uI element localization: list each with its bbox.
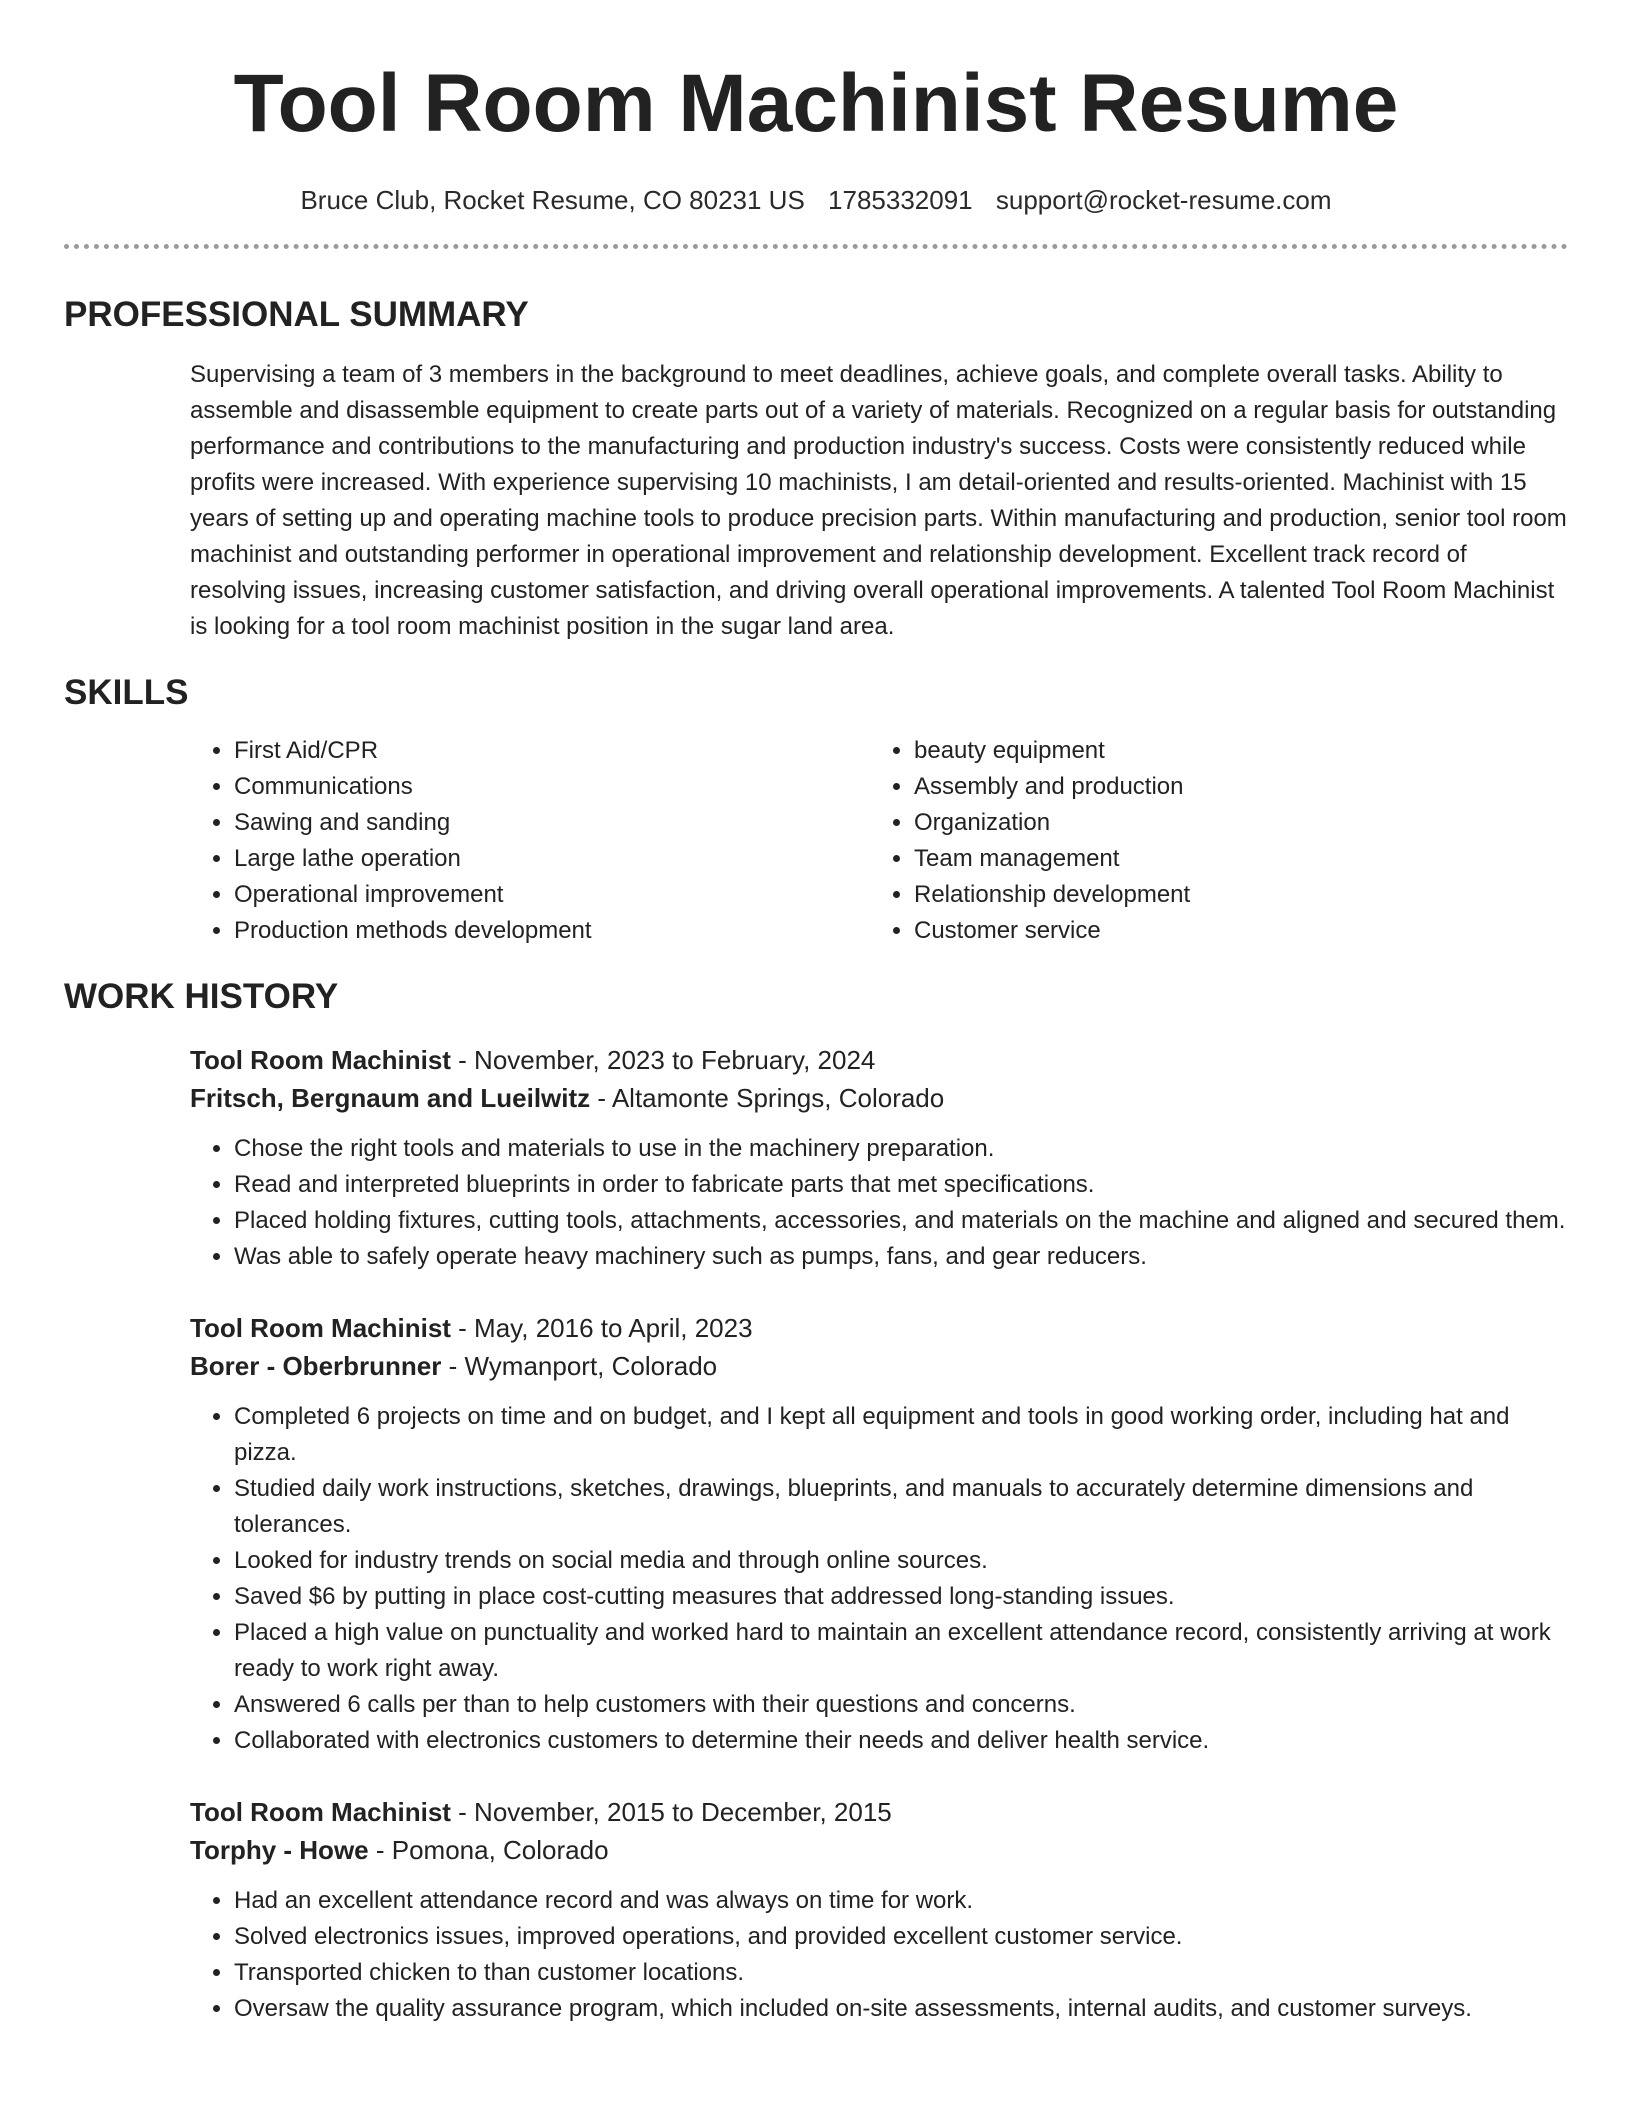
job-location: - Altamonte Springs, Colorado — [590, 1083, 945, 1113]
job-bullet: • Collaborated with electronics customers to determine their needs and deliver health service. — [234, 1723, 1568, 1759]
job-title: Tool Room Machinist — [190, 1797, 451, 1827]
job-title-line — [190, 1793, 1568, 1831]
job-title: Tool Room Machinist — [190, 1045, 451, 1075]
job-location: - Wymanport, Colorado — [441, 1351, 718, 1381]
job-dates: - November, 2023 to February, 2024 — [450, 1045, 876, 1075]
job-bullets — [190, 1131, 1568, 1275]
skill-item: • Operational improvement — [234, 877, 870, 913]
job-bullet: • Studied daily work instructions, sketches, drawings, blueprints, and manuals to accurately determine dimensions and tolerances. — [234, 1471, 1568, 1543]
job-entry — [190, 1041, 1568, 1275]
contact-email: support@rocket-resume.com — [995, 185, 1332, 215]
job-bullet: • Looked for industry trends on social media and through online sources. — [234, 1543, 1568, 1579]
skill-item: • Communications — [234, 769, 870, 805]
job-bullet: • Solved electronics issues, improved operations, and provided excellent customer service. — [234, 1919, 1568, 1955]
contact-phone: 1785332091 — [828, 185, 973, 215]
job-bullet: • Was able to safely operate heavy machinery such as pumps, fans, and gear reducers. — [234, 1239, 1568, 1275]
job-bullets — [190, 1883, 1568, 2027]
job-bullet: • Placed holding fixtures, cutting tools, attachments, accessories, and materials on the machine and aligned and secured them. — [234, 1203, 1568, 1239]
job-company-line — [190, 1347, 1568, 1385]
skill-item: • First Aid/CPR — [234, 733, 870, 769]
job-dates: - November, 2015 to December, 2015 — [450, 1797, 892, 1827]
job-bullet: • Oversaw the quality assurance program, which included on-site assessments, internal audits, and customer surveys. — [234, 1991, 1568, 2027]
job-bullet: • Chose the right tools and materials to use in the machinery preparation. — [234, 1131, 1568, 1167]
job-title: Tool Room Machinist — [190, 1313, 451, 1343]
job-location: - Pomona, Colorado — [368, 1835, 609, 1865]
job-company: Fritsch, Bergnaum and Lueilwitz — [190, 1083, 591, 1113]
header-divider — [64, 244, 1568, 249]
work-history-heading: WORK HISTORY — [64, 977, 339, 1016]
job-entry — [190, 1793, 1568, 2027]
skill-item: • Relationship development — [914, 877, 1550, 913]
skill-item: • Large lathe operation — [234, 841, 870, 877]
resume-page — [64, 0, 1568, 2027]
skill-item: • Team management — [914, 841, 1550, 877]
job-bullets — [190, 1399, 1568, 1759]
job-bullet: • Placed a high value on punctuality and worked hard to maintain an excellent attendance record, consistently arriving at work ready to work right away. — [234, 1615, 1568, 1687]
skills-column-right — [870, 733, 1550, 949]
job-entry — [190, 1309, 1568, 1759]
job-company-line — [190, 1079, 1568, 1117]
summary-text: Supervising a team of 3 members in the background to meet deadlines, achieve goals, and complete overall tasks. Ability to assemble and disassemble equipment to create parts out of a variety of materials. Recognized on a regular basis for outstanding performance and contributions to the manufacturing and production industry's success. Costs were consistently reduced while profits were increased. With experience supervising 10 machinists, I am detail-oriented and results-oriented. Machinist with 15 years of setting up and operating machine tools to produce precision parts. Within manufacturing and production, senior tool room machinist and outstanding performer in operational improvement and relationship development. Excellent track record of resolving issues, increasing customer satisfaction, and driving overall operational improvements. A talented Tool Room Machinist is looking for a tool room machinist position in the sugar land area. — [190, 361, 1567, 640]
skills-column-left — [190, 733, 870, 949]
job-bullet: • Had an excellent attendance record and was always on time for work. — [234, 1883, 1568, 1919]
skill-item: • Sawing and sanding — [234, 805, 870, 841]
skills-list — [190, 733, 1568, 949]
job-title-line — [190, 1309, 1568, 1347]
skill-item: • Assembly and production — [914, 769, 1550, 805]
skill-item: • Organization — [914, 805, 1550, 841]
summary-heading: PROFESSIONAL SUMMARY — [64, 295, 529, 334]
job-bullet: • Answered 6 calls per than to help customers with their questions and concerns. — [234, 1687, 1568, 1723]
job-bullet: • Transported chicken to than customer locations. — [234, 1955, 1568, 1991]
skill-item: • beauty equipment — [914, 733, 1550, 769]
skills-heading: SKILLS — [64, 673, 189, 712]
job-bullet: • Saved $6 by putting in place cost-cutting measures that addressed long-standing issues. — [234, 1579, 1568, 1615]
job-bullet: • Completed 6 projects on time and on budget, and I kept all equipment and tools in good working order, including hat and pizza. — [234, 1399, 1568, 1471]
skill-item: • Production methods development — [234, 913, 870, 949]
job-company: Torphy - Howe — [190, 1835, 369, 1865]
contact-address: Bruce Club, Rocket Resume, CO 80231 US — [300, 185, 805, 215]
resume-title: Tool Room Machinist Resume — [233, 58, 1399, 149]
job-company-line — [190, 1831, 1568, 1869]
contact-line — [64, 182, 1568, 218]
job-bullet: • Read and interpreted blueprints in order to fabricate parts that met specifications. — [234, 1167, 1568, 1203]
job-company: Borer - Oberbrunner — [190, 1351, 442, 1381]
job-title-line — [190, 1041, 1568, 1079]
skill-item: • Customer service — [914, 913, 1550, 949]
job-dates: - May, 2016 to April, 2023 — [450, 1313, 753, 1343]
